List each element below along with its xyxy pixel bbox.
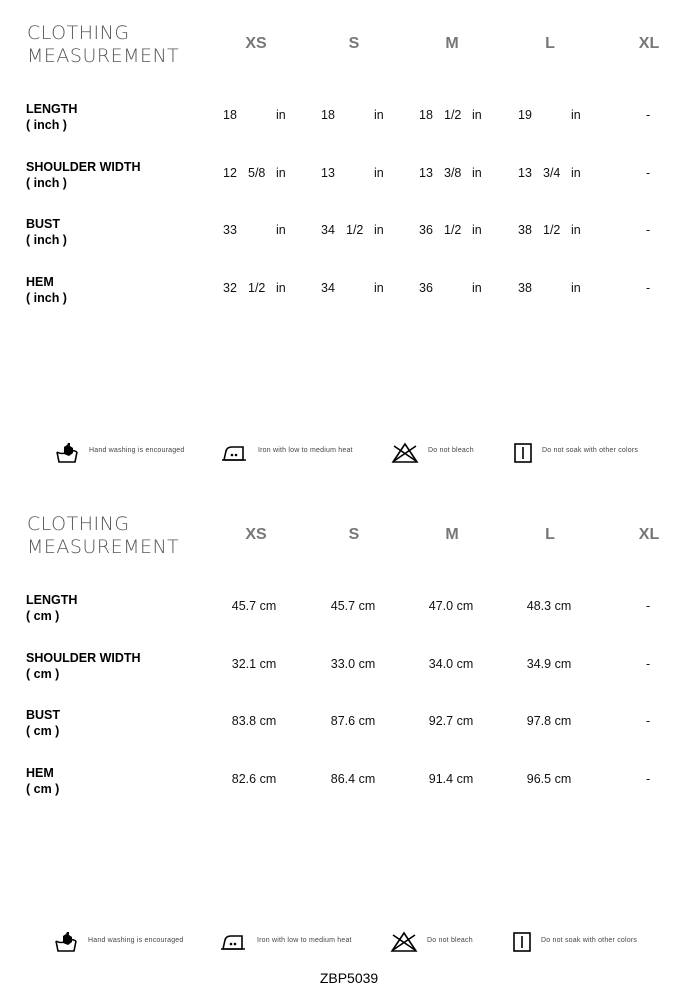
size-header-s: S [348,526,360,543]
care-text: Do not soak with other colors [542,447,639,454]
measure-unit: in [571,223,581,237]
measure-unit: in [276,166,286,180]
measure-whole: 34 [321,223,335,237]
measure-whole: 38 [518,223,532,237]
xl-value: - [646,599,651,613]
measure-unit: in [472,223,482,237]
size-header-s: S [348,35,360,52]
measure-whole: 36 [419,223,433,237]
row-label: SHOULDER WIDTH ( cm ) [26,651,141,681]
measure-fraction: 1/2 [248,281,266,295]
row-label: LENGTH ( inch ) [26,102,78,132]
no-bleach-icon [391,442,419,464]
size-header-l: L [545,526,555,543]
measure-value: 45.7 cm [330,599,376,613]
measure-whole: 13 [419,166,433,180]
xl-value: - [646,657,651,671]
care-text: Iron with low to medium heat [257,937,352,944]
measure-unit: in [374,108,384,122]
do-not-soak-icon [512,931,532,953]
hand-wash-icon [55,442,79,464]
measure-value: 32.1 cm [231,657,277,671]
size-header-m: M [445,35,459,52]
row-label: LENGTH ( cm ) [26,593,78,623]
measure-value: 86.4 cm [330,772,376,786]
measure-whole: 18 [223,108,237,122]
row-label: BUST ( cm ) [26,708,61,738]
measure-whole: 13 [321,166,335,180]
care-text: Do not soak with other colors [541,937,638,944]
care-instructions [0,438,698,468]
measure-whole: 33 [223,223,237,237]
measure-value: 96.5 cm [526,772,572,786]
care-text: Hand washing is encouraged [88,937,184,944]
measure-fraction: 1/2 [444,108,462,122]
measure-whole: 32 [223,281,237,295]
care-instructions [0,927,698,957]
measure-value: 87.6 cm [330,714,376,728]
size-header-l: L [545,35,555,52]
care-text: Iron with low to medium heat [258,447,353,454]
measure-unit: in [276,108,286,122]
care-text: Hand washing is encouraged [89,447,185,454]
measure-unit: in [276,281,286,295]
size-header-xs: XS [245,526,267,543]
measure-unit: in [374,281,384,295]
measure-unit: in [472,166,482,180]
row-label: HEM ( cm ) [26,766,60,796]
size-header-xl: XL [638,526,660,543]
measure-fraction: 1/2 [444,223,462,237]
measure-whole: 34 [321,281,335,295]
measure-fraction: 1/2 [346,223,364,237]
measure-fraction: 3/8 [444,166,462,180]
measure-unit: in [571,166,581,180]
xl-value: - [646,166,651,180]
measure-whole: 18 [321,108,335,122]
measure-unit: in [276,223,286,237]
xl-value: - [646,772,651,786]
row-label: BUST ( inch ) [26,217,67,247]
care-text: Do not bleach [427,937,473,944]
xl-value: - [646,714,651,728]
measure-fraction: 5/8 [248,166,266,180]
size-header-m: M [445,526,459,543]
measure-unit: in [571,108,581,122]
measure-unit: in [472,281,482,295]
size-header-xs: XS [245,35,267,52]
xl-value: - [646,281,651,295]
measure-unit: in [472,108,482,122]
measure-whole: 13 [518,166,532,180]
measure-value: 83.8 cm [231,714,277,728]
measure-value: 34.9 cm [526,657,572,671]
do-not-soak-icon [513,442,533,464]
row-label: HEM ( inch ) [26,275,67,305]
section-title: CLOTHING MEASUREMENT [27,22,180,67]
measure-value: 48.3 cm [526,599,572,613]
measure-whole: 18 [419,108,433,122]
iron-icon [221,442,247,464]
xl-value: - [646,223,651,237]
measure-value: 33.0 cm [330,657,376,671]
measure-fraction: 3/4 [543,166,561,180]
care-text: Do not bleach [428,447,474,454]
product-code: ZBP5039 [319,970,379,986]
measure-value: 82.6 cm [231,772,277,786]
size-header-xl: XL [638,35,660,52]
measure-value: 34.0 cm [428,657,474,671]
row-label: SHOULDER WIDTH ( inch ) [26,160,141,190]
measure-fraction: 1/2 [543,223,561,237]
measure-value: 92.7 cm [428,714,474,728]
no-bleach-icon [390,931,418,953]
measure-whole: 19 [518,108,532,122]
measure-unit: in [571,281,581,295]
section-title: CLOTHING MEASUREMENT [27,513,180,558]
measure-whole: 12 [223,166,237,180]
measure-value: 97.8 cm [526,714,572,728]
measure-unit: in [374,223,384,237]
measure-whole: 38 [518,281,532,295]
xl-value: - [646,108,651,122]
measure-unit: in [374,166,384,180]
measure-value: 45.7 cm [231,599,277,613]
measure-whole: 36 [419,281,433,295]
measure-value: 91.4 cm [428,772,474,786]
iron-icon [220,931,246,953]
measure-value: 47.0 cm [428,599,474,613]
hand-wash-icon [54,931,78,953]
